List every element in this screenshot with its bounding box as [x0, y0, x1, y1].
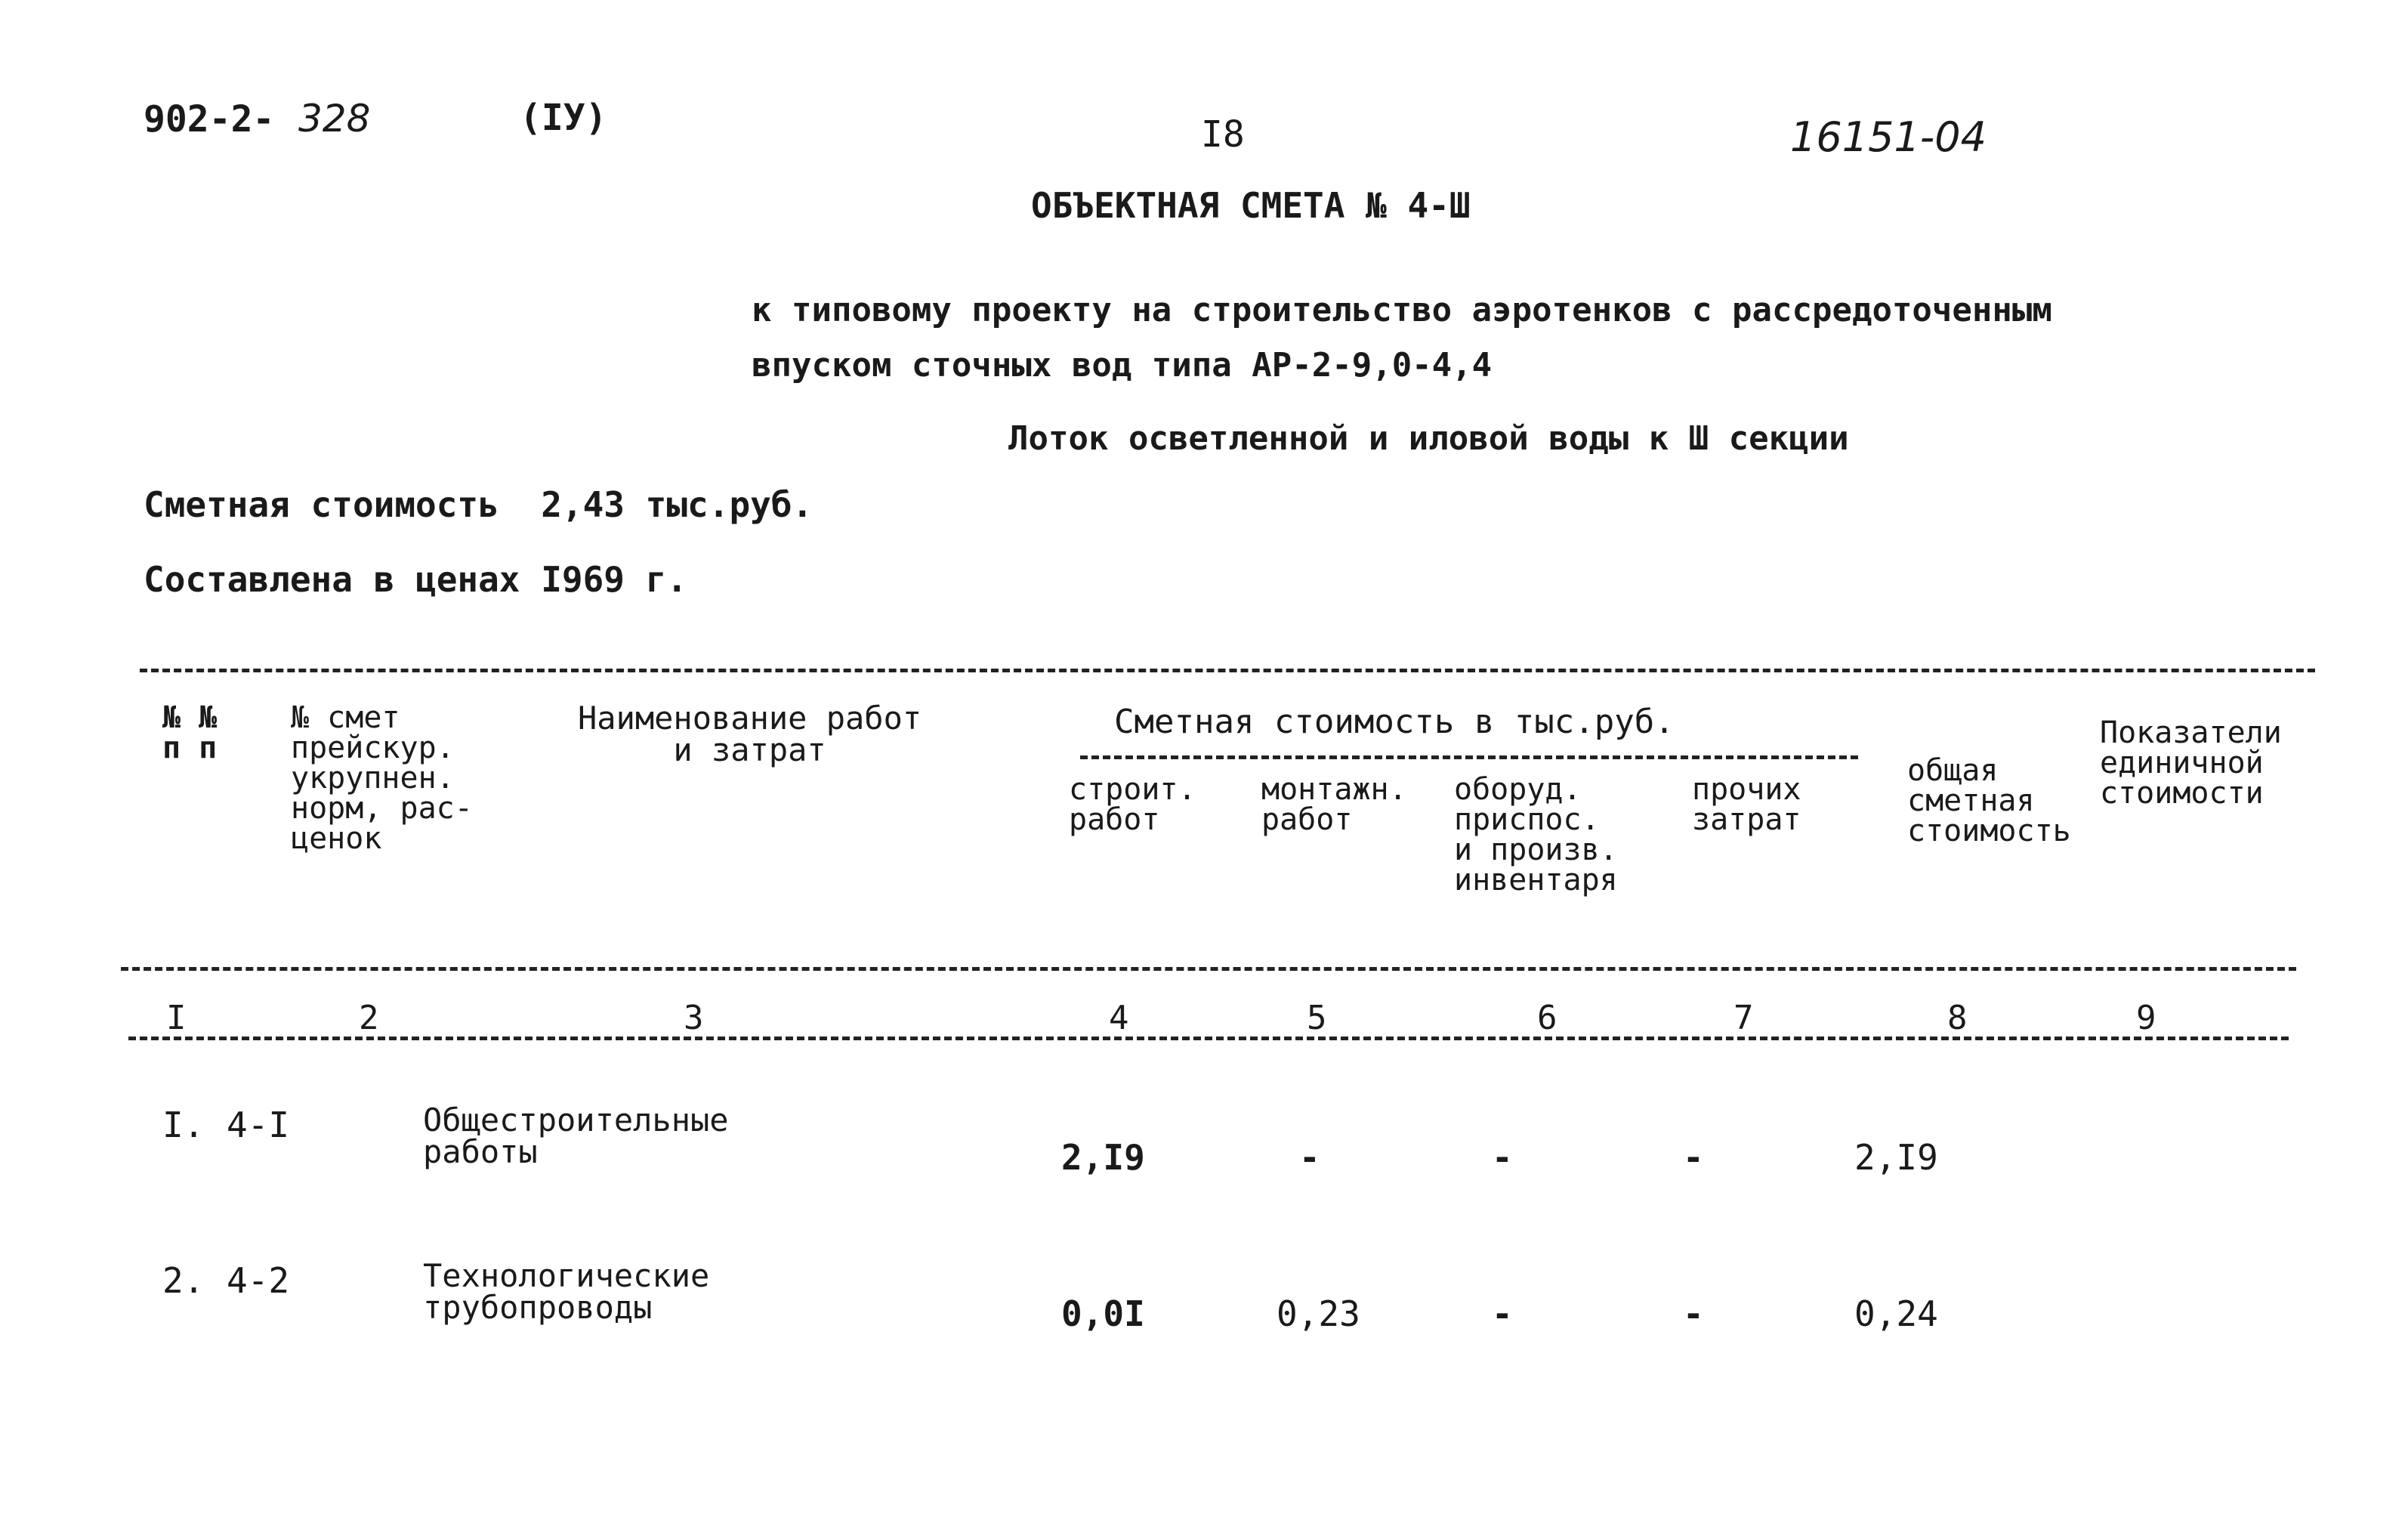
volume-number: (IУ): [520, 97, 607, 139]
row-construction-cost: 0,0I: [1061, 1293, 1145, 1334]
header-construction: строит. работ: [1069, 772, 1196, 837]
project-code: 902-2-: [144, 98, 275, 141]
header-bottom-rule: [121, 967, 2296, 971]
column-number: 2: [359, 999, 379, 1037]
header-estimate-code: № смет прейскур. укрупнен. норм, рас- ценок: [291, 700, 473, 856]
row-total-cost: 2,I9: [1854, 1137, 1938, 1178]
row-estimate-code: 4-2: [227, 1260, 290, 1301]
row-number: 2.: [162, 1260, 205, 1301]
subtitle-line-2: впуском сточных вод типа АР-2-9,0-4,4: [752, 346, 1493, 385]
project-code-handwritten: 328: [298, 97, 371, 141]
row-installation-cost: 0,23: [1277, 1293, 1360, 1334]
column-number: 8: [1947, 999, 1968, 1037]
prices-year: Составлена в ценах I969 г.: [144, 559, 688, 600]
row-equipment-cost: -: [1492, 1293, 1513, 1334]
row-total-cost: 0,24: [1854, 1293, 1938, 1334]
subtitle-line-1: к типовому проекту на строительство аэротенков с рассредоточенным: [752, 291, 2052, 329]
header-installation: монтажн. работ: [1261, 772, 1407, 837]
row-estimate-code: 4-I: [227, 1105, 290, 1145]
column-number: 7: [1733, 999, 1754, 1037]
document-number: 16151-04: [1790, 113, 1987, 161]
header-row-number: № № п п: [162, 700, 218, 765]
row-number: I.: [162, 1105, 205, 1145]
header-equipment: оборуд. приспос. и произв. инвентаря: [1454, 772, 1618, 898]
header-group-rule: [1080, 755, 1858, 759]
column-number: 6: [1537, 999, 1557, 1037]
table-top-rule: [140, 669, 2315, 672]
page-number: I8: [1201, 113, 1245, 156]
column-number: 4: [1109, 999, 1129, 1037]
header-total: общая сметная стоимость: [1907, 753, 2071, 848]
row-equipment-cost: -: [1492, 1137, 1513, 1178]
header-other: прочих затрат: [1692, 772, 1801, 837]
row-construction-cost: 2,I9: [1061, 1137, 1145, 1178]
object-name: Лоток осветленной и иловой воды к Ш секции: [1008, 419, 1849, 458]
column-number: 5: [1307, 999, 1327, 1037]
page-title: ОБЪЕКТНАЯ СМЕТА № 4-Ш: [1031, 185, 1471, 226]
header-work-name: Наименование работ и затрат: [578, 700, 922, 768]
column-number: 9: [2136, 999, 2156, 1037]
column-numbers-rule: [128, 1037, 2289, 1040]
row-other-cost: -: [1683, 1137, 1704, 1178]
header-cost-group: Сметная стоимость в тыс.руб.: [1114, 703, 1675, 741]
row-installation-cost: -: [1299, 1137, 1320, 1178]
column-number: 3: [684, 999, 704, 1037]
column-number: I: [166, 999, 187, 1037]
row-work-name: Общестроительные работы: [423, 1101, 729, 1170]
header-unit-indicators: Показатели единичной стоимости: [2100, 715, 2282, 811]
estimated-cost: Сметная стоимость 2,43 тыс.руб.: [144, 484, 813, 525]
row-other-cost: -: [1683, 1293, 1704, 1334]
row-work-name: Технологические трубопроводы: [423, 1257, 710, 1326]
